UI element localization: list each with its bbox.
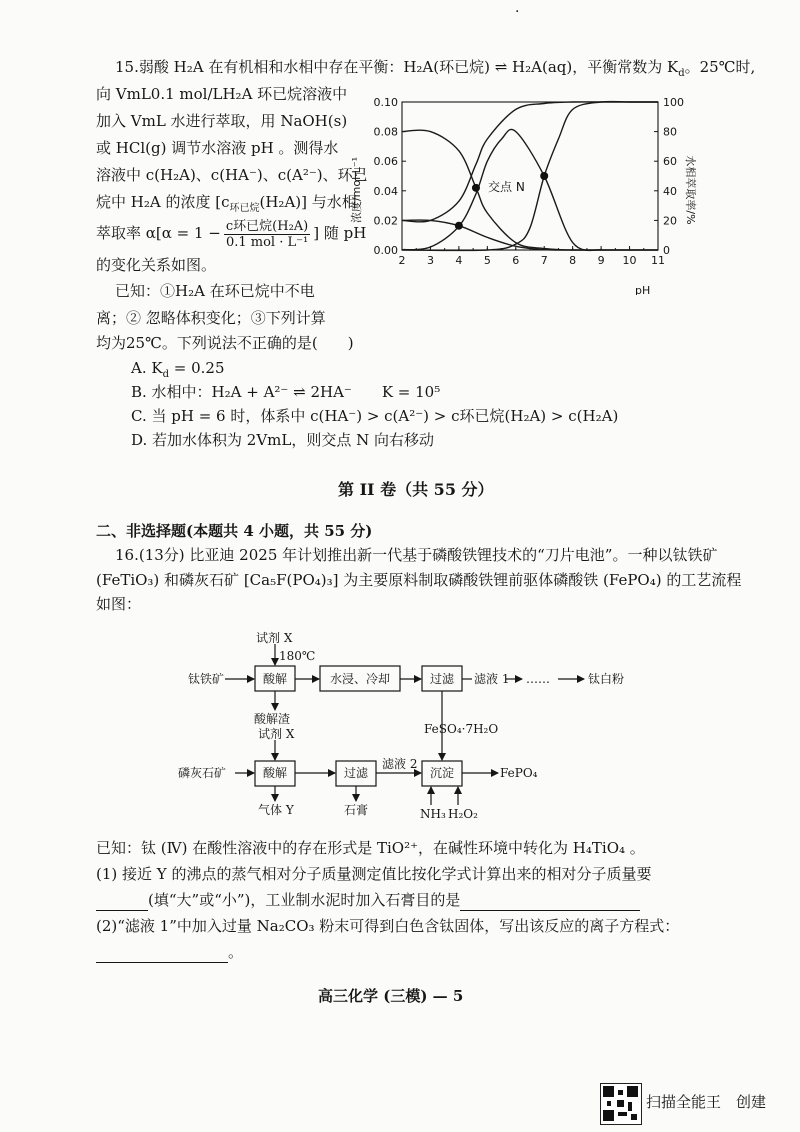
acid-dissolve-label-2: 酸解 <box>262 766 288 780</box>
section-2-subheading: 二、非选择题(本题共 4 小题，共 55 分) <box>96 522 373 540</box>
q16-line1: 16.(13分) 比亚迪 2025 年计划推出新一代基于磷酸铁锂技术的“刀片电池”。一种以钛铁矿 <box>115 546 718 564</box>
titanium-white-label: 钛白粉 <box>588 672 625 686</box>
q15-line2: 向 VmL0.1 mol/LH₂A 环已烷溶液中 <box>96 85 348 103</box>
fepo4-label: FePO₄ <box>500 766 538 780</box>
gas-y-label: 气体 Y <box>258 803 294 817</box>
q15-line7: 萃取率 α[α = 1 − $\frac{\text{c环已烷(H₂A)}}{\text{0.1 mol · L⁻¹}}$ ] 随 pH <box>96 218 367 250</box>
chart-ticks <box>374 96 685 267</box>
y-left-tick-label: 0.00 <box>373 244 398 257</box>
filtrate-1-label: 滤液 1 <box>474 672 510 686</box>
leach-cool-label: 水浸、冷却 <box>329 672 391 686</box>
x-tick-label: 8 <box>569 254 577 267</box>
acid-dissolve-label-1: 酸解 <box>262 672 288 686</box>
answer-blank-2[interactable] <box>460 890 640 911</box>
process-flowchart <box>160 628 760 823</box>
q16-part2-line2: 。 <box>96 942 243 963</box>
q15-line1: 15.弱酸 H₂A 在有机相和水相中存在平衡：H₂A(环已烷) ⇌ H₂A(aq)，平衡常数为 $K_d$。25℃时, <box>115 58 756 79</box>
q15-option-b: B. 水相中：H₂A + A²⁻ ⇌ 2HA⁻ K = 10⁵ <box>131 383 441 401</box>
ilmenite-label: 钛铁矿 <box>188 672 225 686</box>
ellipsis-label: …… <box>526 672 550 686</box>
q16-known: 已知：钛 (Ⅳ) 在酸性溶液中的存在形式是 TiO²⁺，在碱性环境中转化为 H₄TiO₄ 。 <box>96 839 645 857</box>
x-tick-label: 5 <box>483 254 491 267</box>
x-tick-label: 7 <box>540 254 548 267</box>
intersection-point <box>455 222 463 230</box>
x-axis-label: pH <box>635 284 651 295</box>
y-right-tick-label: 60 <box>663 155 677 169</box>
reagent-x-label-2: 试剂 X <box>258 727 295 741</box>
series-line-c(A2-) <box>402 101 658 250</box>
q15-option-a: A. $K_d = 0.25$ <box>131 359 225 380</box>
q15-line4: 或 HCl(g) 调节水溶液 pH 。测得水 <box>96 139 339 157</box>
intersection-n-label: 交点 N <box>488 180 525 194</box>
series-line-c环已烷(H2A) <box>402 130 658 250</box>
y-right-tick-label: 100 <box>663 96 684 109</box>
y-right-tick-label: 20 <box>663 214 677 228</box>
q15-line8: 的变化关系如图。 <box>96 256 217 274</box>
y-right-tick-label: 0 <box>663 244 670 257</box>
y-left-tick-label: 0.08 <box>373 125 398 139</box>
ph-concentration-chart <box>335 80 705 295</box>
q15-option-d: D. 若加水体积为 2VmL，则交点 N 向右移动 <box>131 431 435 449</box>
filter-label-2: 过滤 <box>343 766 369 780</box>
q15-option-c: C. 当 pH = 6 时，体系中 c(HA⁻) > c(A²⁻) > c环已烷(H₂A) > c(H₂A) <box>131 407 619 425</box>
section-2-heading: 第 II 卷（共 55 分） <box>338 480 494 499</box>
series-line-c(H2A) <box>402 220 658 250</box>
x-tick-label: 11 <box>651 254 665 267</box>
x-tick-label: 6 <box>512 254 520 267</box>
q15-line3: 加入 VmL 水进行萃取，用 NaOH(s) <box>96 112 348 130</box>
x-tick-label: 2 <box>398 254 406 267</box>
x-tick-label: 10 <box>622 254 637 267</box>
y-axis-label-right: 水相萃取率/% <box>684 155 697 225</box>
reagent-x-label-1: 试剂 X <box>256 631 293 645</box>
h2o2-label: H₂O₂ <box>448 807 478 821</box>
x-tick-label: 3 <box>426 254 434 267</box>
answer-blank-3[interactable] <box>96 942 228 963</box>
intersection-point <box>540 172 548 180</box>
apatite-label: 磷灰石矿 <box>178 766 227 780</box>
y-right-tick-label: 40 <box>663 184 677 198</box>
acid-residue-label: 酸解渣 <box>254 712 291 726</box>
q15-line6: 烷中 H₂A 的浓度 $[c_{环已烷}(H_2A)]$ 与水相 <box>96 193 357 214</box>
y-left-tick-label: 0.04 <box>373 184 398 198</box>
q16-part1-line1: (1) 接近 Y 的沸点的蒸气相对分子质量测定值比按化学式计算出来的相对分子质量要 <box>96 865 652 883</box>
q16-part1-line2: (填“大”或“小”)，工业制水泥时加入石膏目的是 <box>96 890 640 911</box>
q15-known1: 已知：①H₂A 在环已烷中不电 <box>115 282 315 300</box>
alpha-fraction: $\frac{\text{c环已烷(H₂A)}}{\text{0.1 mol · L⁻¹}}$ <box>225 218 309 250</box>
nh3-label: NH₃ <box>420 807 446 821</box>
page-footer: 高三化学 (三模) — 5 <box>318 987 464 1005</box>
feso4-label: FeSO₄·7H₂O <box>424 722 499 736</box>
filtrate-2-label: 滤液 2 <box>382 757 418 771</box>
qr-code-icon <box>600 1083 642 1125</box>
gypsum-label: 石膏 <box>344 803 369 817</box>
y-left-tick-label: 0.02 <box>373 214 398 228</box>
precipitate-label: 沉淀 <box>429 766 455 780</box>
filter-label-1: 过滤 <box>429 672 455 686</box>
x-tick-label: 4 <box>455 254 463 267</box>
q16-line3: 如图： <box>96 595 142 613</box>
q15-line5: 溶液中 c(H₂A)、c(HA⁻)、c(A²⁻)、环已 <box>96 166 368 184</box>
scanner-watermark: 扫描全能王 创建 <box>646 1093 767 1111</box>
stray-mark: · <box>515 4 520 20</box>
intersection-point-N <box>472 184 480 192</box>
y-left-tick-label: 0.06 <box>373 155 398 169</box>
series-line-水相萃取率 <box>402 102 658 222</box>
chart-series <box>402 101 658 250</box>
y-axis-label-left: 浓度/mol·L⁻¹ <box>350 156 363 224</box>
q15-known3: 均为25℃。下列说法不正确的是( ) <box>96 334 354 352</box>
q16-line2: (FeTiO₃) 和磷灰石矿 [Ca₅F(PO₄)₃] 为主要原料制取磷酸铁锂前驱体磷酸铁 (FePO₄) 的工艺流程 <box>96 571 742 589</box>
y-left-tick-label: 0.10 <box>373 96 398 109</box>
y-right-tick-label: 80 <box>663 125 677 139</box>
q16-part2-line1: (2)“滤液 1”中加入过量 Na₂CO₃ 粉末可得到白色含钛固体，写出该反应的离子方程式： <box>96 917 680 935</box>
temperature-label: 180℃ <box>279 649 316 663</box>
q15-known2: 离；② 忽略体积变化；③下列计算 <box>96 309 326 327</box>
answer-blank-1[interactable] <box>96 890 148 911</box>
x-tick-label: 9 <box>597 254 605 267</box>
